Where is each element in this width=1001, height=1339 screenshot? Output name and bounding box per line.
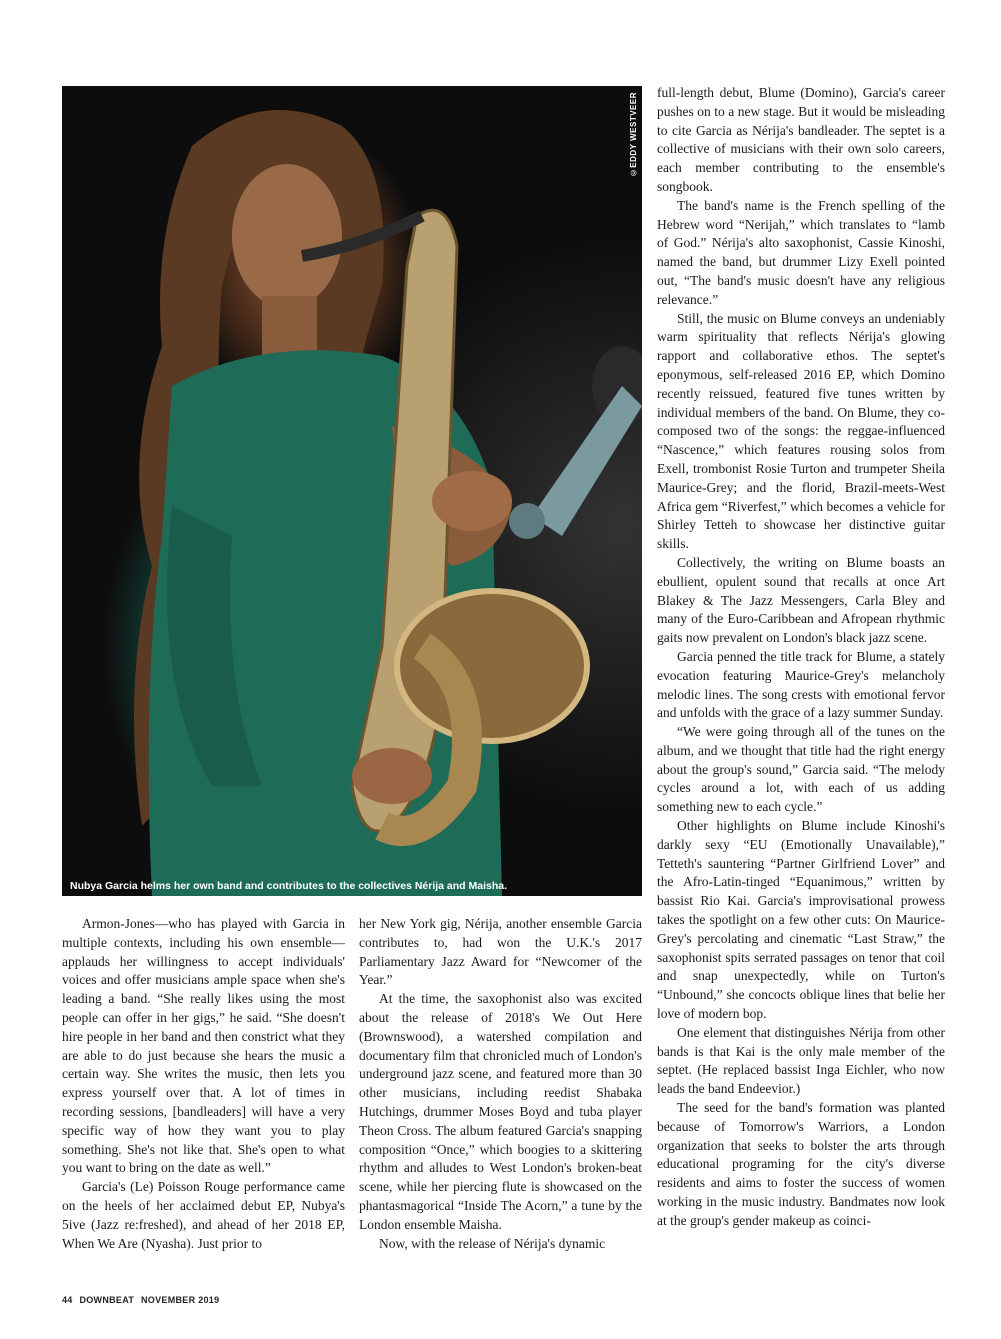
hand bbox=[432, 471, 512, 531]
paragraph: Garcia penned the title track for Blume, a stately evocation featuring Maurice-Grey's melancholy melodic lines. The song crests with emotional fervor and unfolds with the grace of a lazy summer Sunday. bbox=[657, 648, 945, 721]
paragraph: Collectively, the writing on Blume boasts an ebullient, opulent sound that recalls at once Art Blakey & The Jazz Messengers, Carla Bley and many of the Euro-Caribbean and Afropean rhythmic gaits now prevalent on London's black jazz scene. bbox=[657, 554, 945, 646]
microphone bbox=[532, 386, 642, 536]
article-column-1 bbox=[62, 915, 345, 1253]
paragraph: The seed for the band's formation was planted because of Tomorrow's Warriors, a London organization that seeks to bolster the arts through educational programing for the city's diverse residents and aims to foster the success of women working in the music industry. Bandmates now look at the group's gender makeup as coinci- bbox=[657, 1100, 945, 1228]
paragraph: Armon-Jones—who has played with Garcia in multiple contexts, including his own ensemble—applauds her willingness to accept individuals' voices and offer musicians ample space when she's leading a band. “She really likes using the most people can offer in her gigs,” he said. “She doesn't hire people in her band and then constrict what they are able to do just because she hears the music a certain way. She writes the music, then lets you express yourself over that. A lot of times in recording sessions, [bandleaders] will have a very specific way of how they want you to play something. She's not like that. She's open to what you want to bring on the date as well.” bbox=[62, 916, 345, 1176]
lower-hand bbox=[352, 748, 432, 804]
paragraph: The band's name is the French spelling of the Hebrew word “Nerijah,” which translates to “lamb of God.” Nérija's alto saxophonist, Cassie Kinoshi, named the band, but drummer Lizy Exell pointed out, “The band's music doesn't have any religious relevance.” bbox=[657, 197, 945, 307]
paragraph: Now, with the release of Nérija's dynamic bbox=[379, 1235, 606, 1251]
paragraph: “We were going through all of the tunes on the album, and we thought that title had the right energy about the group's sound,” Garcia said. “The melody cycles around a lot, with each of us adding something new to each cycle.” bbox=[657, 724, 945, 815]
photo-credit: ©EDDY WESTVEER bbox=[629, 92, 638, 178]
photo-caption: Nubya Garcia helms her own band and contributes to the collectives Nérija and Maisha. bbox=[70, 880, 508, 892]
paragraph: Still, the music on Blume conveys an undeniably warm spirituality that reflects Nérija's glowing rapport and collaborative ethos. The septet's eponymous, self-released 2016 EP, which Domino recently reissued, featured five tunes written by individual members of the band. On Blume, they co-composed two of the songs: the reggae-influenced “Nascence,” which features rousing solos from Exell, trombonist Rosie Turton and trumpeter Sheila Maurice-Grey; and the florid, Brazil-meets-West Africa gem “Riverfest,” which becomes a vehicle for Shirley Tetteh to showcase her distinctive guitar skills. bbox=[657, 310, 945, 552]
article-column-2 bbox=[359, 915, 642, 1253]
paragraph: her New York gig, Nérija, another ensemble Garcia contributes to, had won the U.K.'s 2017 Parliamentary Jazz Award for “Newcomer of the Year.” bbox=[359, 916, 642, 988]
paragraph: At the time, the saxophonist also was excited about the release of 2018's We Out Here (Brownswood), a watershed compilation and documentary film that chronicled much of London's underground jazz scene, and featured more than 30 other musicians, including reedist Shabaka Hutchings, drummer Moses Boyd and tuba player Theon Cross. The album featured Garcia's snapping composition “Once,” which boogies to a skittering rhythm and alludes to West London's broken-beat scene, while her piercing flute is showcased on the phantasmagorical “Inside The Acorn,” a tune by the London ensemble Maisha. bbox=[359, 991, 642, 1232]
microphone-head bbox=[509, 503, 545, 539]
paragraph: full-length debut, Blume (Domino), Garcia's career pushes on to a new stage. But it would be misleading to cite Garcia as Nérija's bandleader. The septet is a collective of musicians with their own solo careers, each member contributing to the ensemble's songbook. bbox=[657, 85, 945, 194]
article-column-3 bbox=[657, 84, 945, 1231]
saxophonist-illustration bbox=[62, 86, 642, 896]
paragraph: One element that distinguishes Nérija from other bands is that Kai is the only male member of the septet. (He replaced bassist Inga Eichler, who now leads the band Endeevior.) bbox=[657, 1024, 945, 1097]
page-footer bbox=[62, 1295, 223, 1305]
paragraph: Other highlights on Blume include Kinoshi's darkly sexy “EU (Emotionally Unavailable),” Tetteth's sauntering “Partner Girlfriend Lover” and the Afro-Latin-tinged “Equanimous,” written by bassist Rio Kai. Garcia's improvisational prowess takes the spotlight on a few other cuts: On Maurice-Grey's percolating and cinematic “Last Straw,” the saxophonist spits serrated passages on tenor that coil and snap unexpectedly, while on Turton's “Unbound,” she concocts oblique lines that belie her love of modern bop. bbox=[657, 818, 945, 1022]
issue-date: NOVEMBER 2019 bbox=[140, 1295, 220, 1305]
feature-photo bbox=[62, 86, 642, 896]
magazine-name: DOWNBEAT bbox=[79, 1295, 135, 1305]
page-number: 44 bbox=[62, 1295, 73, 1305]
paragraph: Garcia's (Le) Poisson Rouge performance came on the heels of her acclaimed debut EP, Nubya's 5ive (Jazz re:freshed), and ahead of her 2018 EP, When We Are (Nyasha). Just prior to bbox=[62, 1179, 345, 1251]
face bbox=[232, 164, 342, 308]
